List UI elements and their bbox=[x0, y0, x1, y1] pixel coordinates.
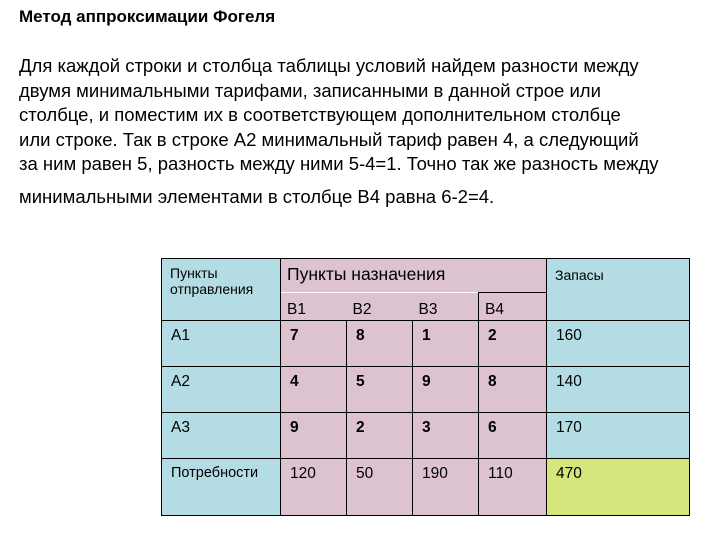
dest-header-cell bbox=[281, 259, 547, 293]
tariff-cell: 8 bbox=[479, 367, 547, 413]
tariff-cell: 8 bbox=[347, 321, 413, 367]
col-header-b2: В2 bbox=[347, 293, 413, 321]
paragraph-tail: минимальными элементами в столбце В4 равна 6-2=4. bbox=[19, 186, 495, 207]
demand-cell: 120 bbox=[281, 459, 347, 516]
supply-header: Запасы bbox=[555, 267, 604, 283]
supply-cell: 170 bbox=[547, 413, 690, 459]
origin-header-cell bbox=[162, 259, 281, 321]
paragraph-line: или строке. Так в строке А2 минимальный тариф равен 4, а следующий bbox=[19, 128, 639, 150]
description-paragraph bbox=[19, 54, 719, 177]
demand-cell: 50 bbox=[347, 459, 413, 516]
col-header-b4: В4 bbox=[479, 293, 547, 321]
paragraph-line: двумя минимальными тарифами, записанными в данной строе или bbox=[19, 79, 601, 101]
paragraph-line: за ним равен 5, разность между ними 5-4=1. Точно так же разность между bbox=[19, 153, 659, 175]
supply-cell: 140 bbox=[547, 367, 690, 413]
tariff-cell: 1 bbox=[413, 321, 479, 367]
tariff-cell: 7 bbox=[281, 321, 347, 367]
tariff-cell: 5 bbox=[347, 367, 413, 413]
row-label: А2 bbox=[162, 367, 281, 413]
tariff-cell: 9 bbox=[413, 367, 479, 413]
paragraph-line: Для каждой строки и столбца таблицы условий найдем разности между bbox=[19, 55, 639, 76]
tariff-cell: 4 bbox=[281, 367, 347, 413]
table-row bbox=[162, 367, 690, 413]
dest-header: Пункты назначения bbox=[287, 264, 446, 284]
tariff-cell: 3 bbox=[413, 413, 479, 459]
paragraph-line: столбце, и поместим их в соответствующем дополнительном столбце bbox=[19, 104, 621, 126]
table-row bbox=[162, 321, 690, 367]
demand-row bbox=[162, 459, 690, 516]
origin-header: Пункты отправления bbox=[170, 265, 254, 297]
row-label: А1 bbox=[162, 321, 281, 367]
col-header-b3: В3 bbox=[413, 293, 479, 321]
demand-cell: 190 bbox=[413, 459, 479, 516]
tariff-cell: 9 bbox=[281, 413, 347, 459]
demand-label: Потребности bbox=[162, 459, 281, 516]
slide-title: Метод аппроксимации Фогеля bbox=[19, 7, 276, 26]
tariff-cell: 2 bbox=[479, 321, 547, 367]
demand-cell: 110 bbox=[479, 459, 547, 516]
supply-header-cell bbox=[547, 259, 690, 321]
tariff-cell: 6 bbox=[479, 413, 547, 459]
supply-cell: 160 bbox=[547, 321, 690, 367]
row-label: А3 bbox=[162, 413, 281, 459]
transport-table bbox=[161, 258, 690, 516]
table-row bbox=[162, 413, 690, 459]
tariff-cell: 2 bbox=[347, 413, 413, 459]
col-header-b1: В1 bbox=[281, 293, 347, 321]
total-cell: 470 bbox=[547, 459, 690, 516]
